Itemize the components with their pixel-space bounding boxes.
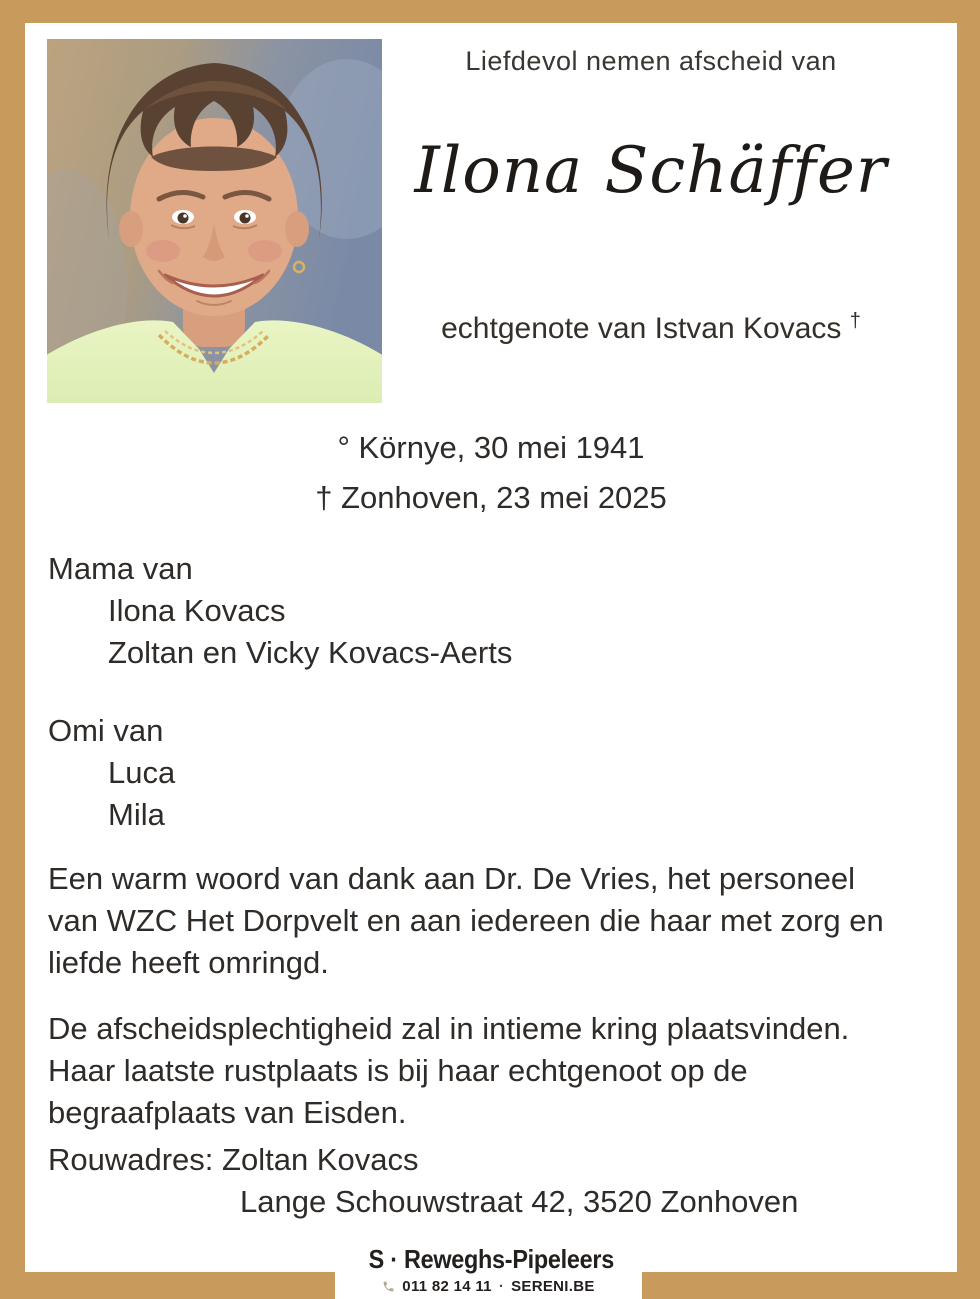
death-date-line: † Zonhoven, 23 mei 2025: [315, 480, 667, 515]
footer-contact-bar: [335, 1275, 642, 1297]
intro-line: Liefdevol nemen afscheid van: [465, 46, 837, 76]
separator-dot: ·: [498, 1277, 505, 1295]
funeral-home-logo: [25, 1244, 957, 1275]
family-block-mama: [48, 548, 512, 674]
phone-number: 011 82 14 11: [402, 1277, 492, 1295]
ceremony-line: De afscheidsplechtigheid zal in intieme kring plaatsvinden.: [48, 1011, 850, 1046]
funeral-home-name: S · Reweghs-Pipeleers: [368, 1244, 614, 1274]
thanks-line: liefde heeft omringd.: [48, 945, 329, 980]
thanks-line: Een warm woord van dank aan Dr. De Vries, het personeel: [48, 861, 855, 896]
spouse-line: [345, 312, 957, 346]
family-member: Zoltan en Vicky Kovacs-Aerts: [108, 635, 513, 670]
family-block-omi: [48, 710, 175, 836]
website-link[interactable]: SERENI.BE: [511, 1277, 595, 1295]
ceremony-line: begraafplaats van Eisden.: [48, 1095, 407, 1130]
ceremony-paragraph: [48, 1008, 849, 1134]
thanks-paragraph: [48, 858, 884, 984]
phone-icon: [382, 1280, 395, 1293]
birth-date-line: ° Környe, 30 mei 1941: [337, 430, 645, 465]
thanks-line: van WZC Het Dorpvelt en aan iedereen die haar met zorg en: [48, 903, 884, 938]
spouse-text: echtgenote van Istvan Kovacs: [441, 312, 842, 345]
mourning-address-name: Rouwadres: Zoltan Kovacs: [48, 1142, 419, 1177]
deceased-dagger-mark: †: [849, 310, 861, 332]
family-member: Ilona Kovacs: [108, 593, 286, 628]
family-label: Omi van: [48, 713, 164, 748]
portrait-photo: [47, 39, 382, 403]
family-member: Mila: [108, 797, 165, 832]
deceased-name: Ilona Schäffer: [414, 134, 888, 208]
family-member: Luca: [108, 755, 176, 790]
family-label: Mama van: [48, 551, 193, 586]
ceremony-line: Haar laatste rustplaats is bij haar echtgenoot op de: [48, 1053, 748, 1088]
mourning-address-street: Lange Schouwstraat 42, 3520 Zonhoven: [240, 1184, 799, 1219]
